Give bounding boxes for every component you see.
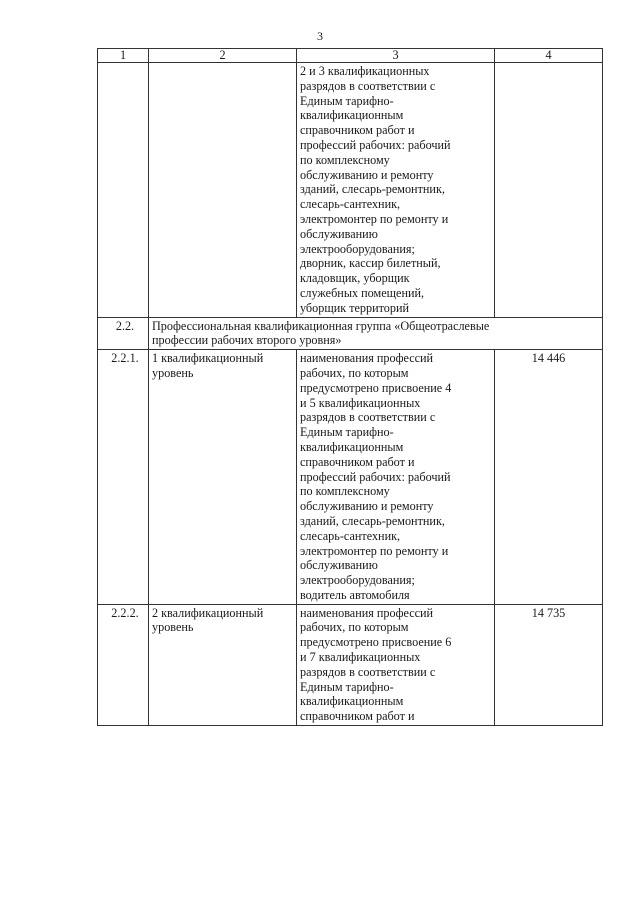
salary-cell — [495, 63, 603, 318]
column-header-2: 2 — [149, 49, 297, 63]
table-row — [98, 63, 603, 318]
group-row — [98, 317, 603, 350]
page-number: 3 — [317, 29, 323, 43]
group-title-cell: Профессиональная квалификационная группа «Общеотраслевые профессии рабочих второго уровня» — [149, 317, 603, 350]
column-header-4: 4 — [495, 49, 603, 63]
salary-table — [97, 48, 603, 726]
level-cell — [149, 63, 297, 318]
level-cell: 1 квалификационный уровень — [149, 350, 297, 605]
row-number-cell: 2.2. — [98, 317, 149, 350]
row-number-cell — [98, 63, 149, 318]
table-row — [98, 604, 603, 725]
header-row — [98, 49, 603, 63]
level-cell: 2 квалификационный уровень — [149, 604, 297, 725]
row-number-cell: 2.2.1. — [98, 350, 149, 605]
row-number-cell: 2.2.2. — [98, 604, 149, 725]
table-row — [98, 350, 603, 605]
salary-cell: 14 446 — [495, 350, 603, 605]
column-header-1: 1 — [98, 49, 149, 63]
profession-list-cell: наименования профессий рабочих, по которым предусмотрено присвоение 4 и 5 квалификационных разрядов в соответствии с Единым тарифно- квалификационным справочником работ и профессий рабочих: рабочий по комплексному обслуживанию и ремонту зданий, слесарь-ремонтник, слесарь-сантехник, электромонтер по ремонту и обслуживанию электрооборудования; водитель автомобиля — [297, 350, 495, 605]
profession-list-cell: наименования профессий рабочих, по которым предусмотрено присвоение 6 и 7 квалификационных разрядов в соответствии с Единым тарифно- квалификационным справочником работ и — [297, 604, 495, 725]
column-header-3: 3 — [297, 49, 495, 63]
profession-list-cell: 2 и 3 квалификационных разрядов в соответствии с Единым тарифно- квалификационным справочником работ и профессий рабочих: рабочий по комплексному обслуживанию и ремонту зданий, слесарь-ремонтник, слесарь-сантехник, электромонтер по ремонту и обслуживанию электрооборудования; дворник, кассир билетный, кладовщик, уборщик служебных помещений, уборщик территорий — [297, 63, 495, 318]
salary-cell: 14 735 — [495, 604, 603, 725]
